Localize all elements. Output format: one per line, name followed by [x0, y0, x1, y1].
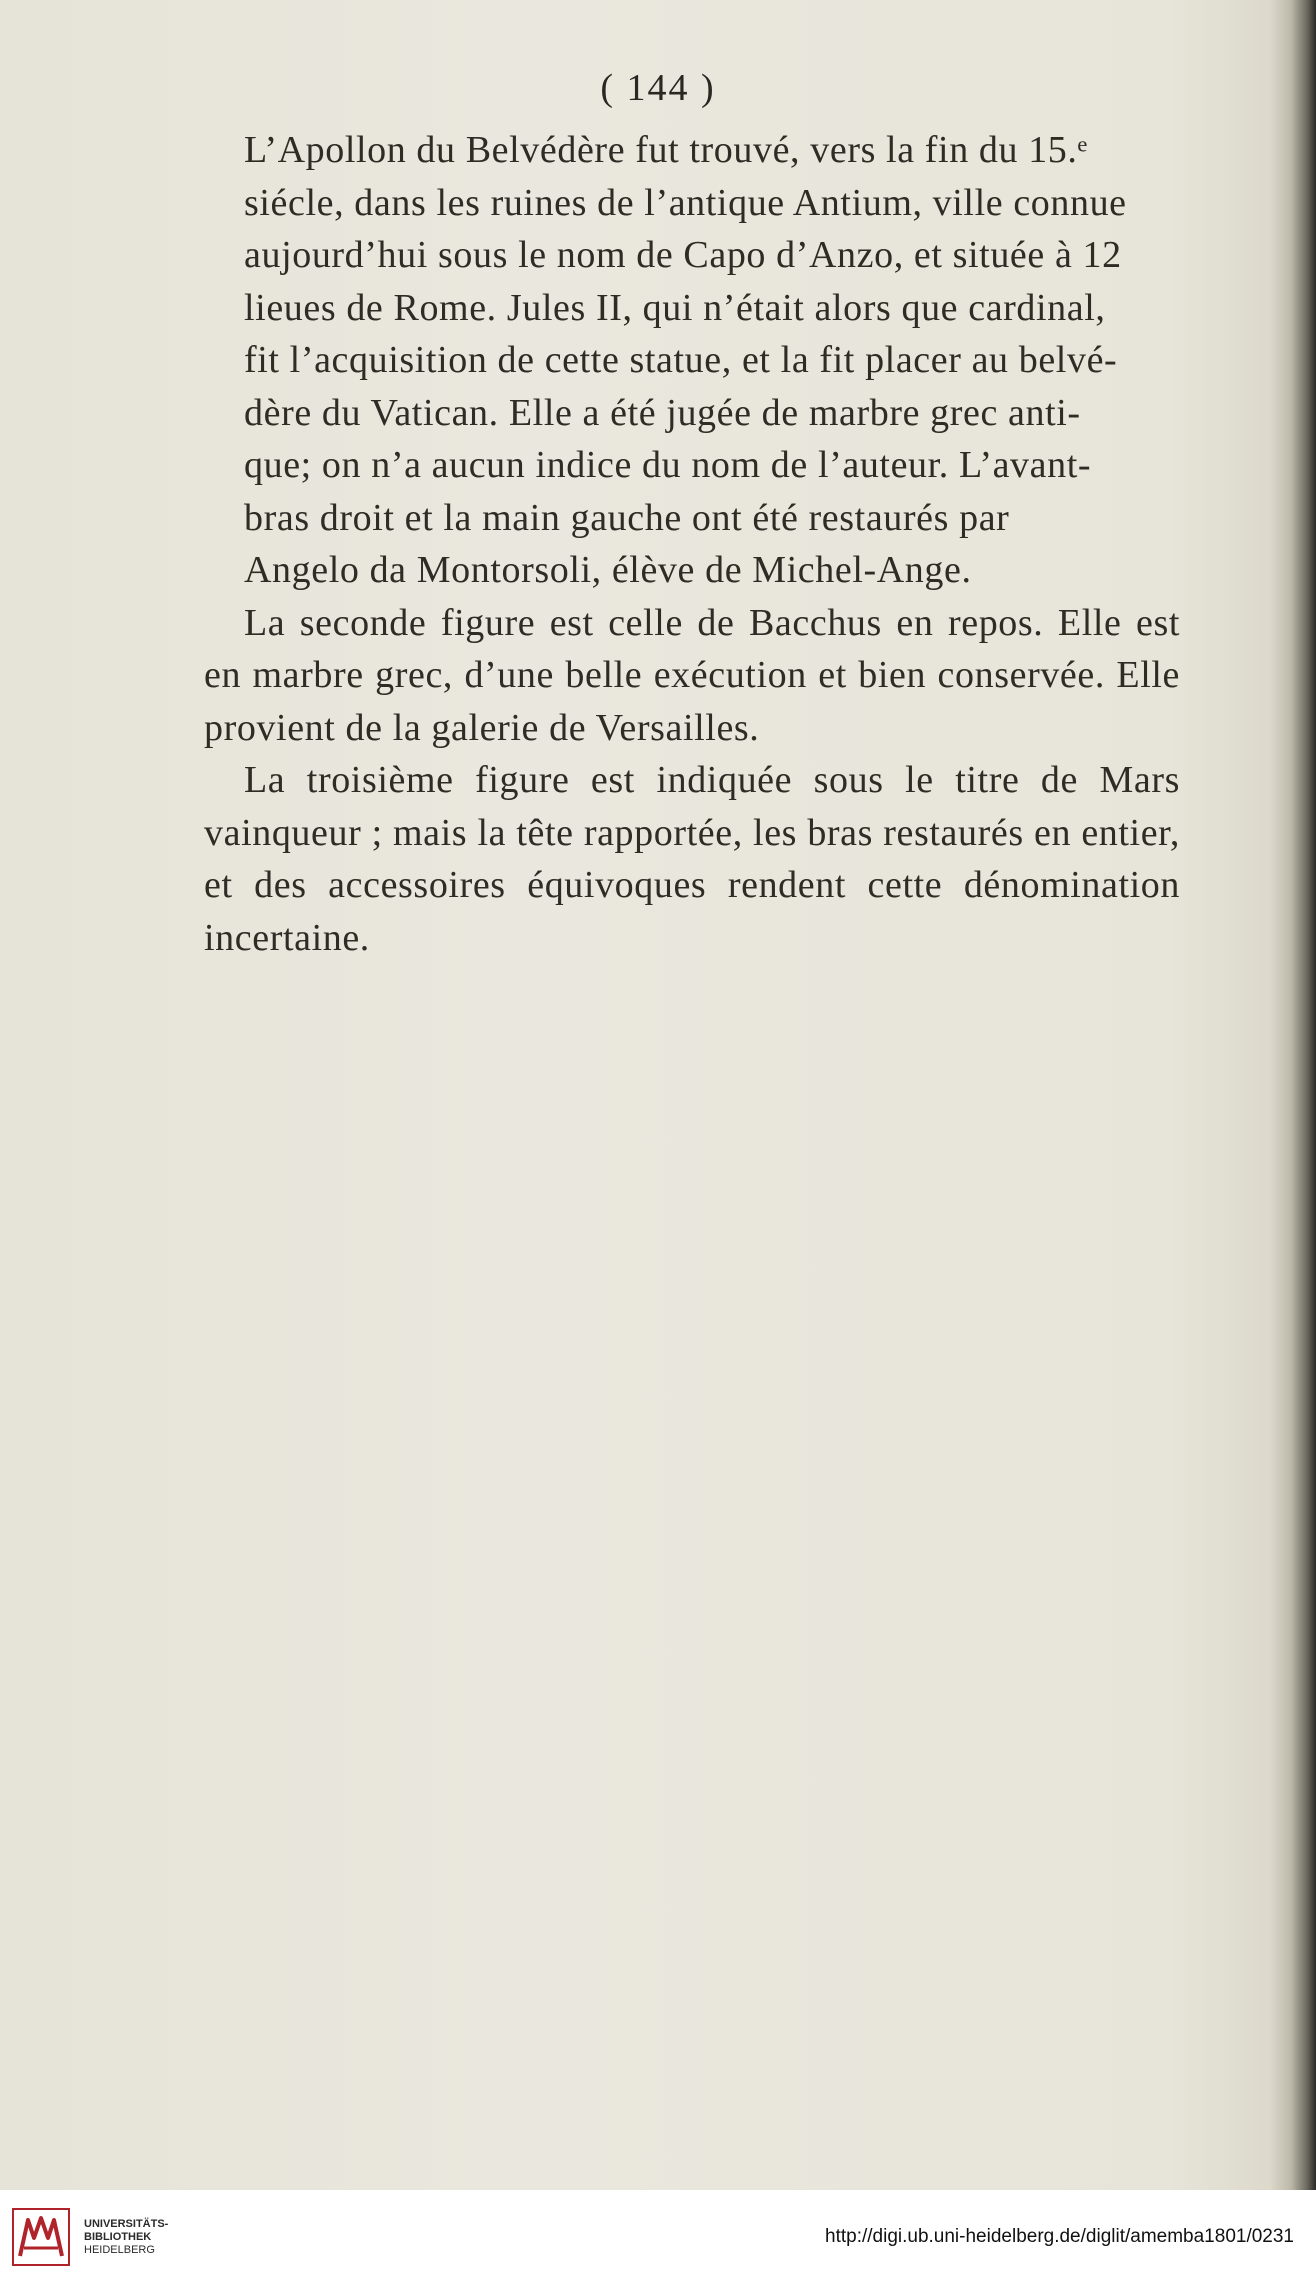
text-line: fit l’acquisition de cette statue, et la fit placer au belvé-	[244, 339, 1118, 381]
text-line: bras droit et la main gauche ont été restaurés par	[244, 496, 1010, 539]
library-line: UNIVERSITÄTS-	[84, 2217, 169, 2230]
paragraph-3: La troisième figure est indiquée sous le titre de Mars vainqueur ; mais la tête rapportée, les bras restaurés en entier, et des accessoires équivoques rendent cette dénomination incertaine.	[204, 759, 1180, 959]
permalink-url[interactable]: http://digi.ub.uni-heidelberg.de/diglit/amemba1801/0231	[825, 2226, 1294, 2247]
text-line: lieues de Rome. Jules II, qui n’était alors que cardinal,	[244, 286, 1106, 329]
body-text	[204, 124, 1180, 964]
library-line: BIBLIOTHEK	[84, 2230, 152, 2243]
heidelberg-university-library-logo-icon	[12, 2208, 70, 2266]
text-line: aujourd’hui sous le nom de Capo d’Anzo, et située à 12	[244, 234, 1122, 276]
paragraph-1	[204, 124, 1180, 597]
page-gutter-shadow	[1270, 0, 1316, 2190]
text-line: que; on n’a aucun indice du nom de l’auteur. L’avant-	[244, 444, 1092, 486]
text-line: dère du Vatican. Elle a été jugée de marbre grec anti-	[244, 391, 1081, 434]
page-number: ( 144 )	[600, 67, 716, 109]
library-logo[interactable]	[12, 2208, 168, 2266]
library-name	[84, 2218, 168, 2257]
text-line: L’Apollon du Belvédère fut trouvé, vers la fin du 15.ᵉ	[244, 129, 1088, 171]
viewer-footer	[0, 2190, 1316, 2289]
paragraph-2: La seconde figure est celle de Bacchus en repos. Elle est en marbre grec, d’une belle exécution et bien conservée. Elle provient de la galerie de Versailles.	[204, 601, 1180, 749]
text-line: Angelo da Montorsoli, élève de Michel-Ange.	[244, 549, 972, 591]
text-line: siécle, dans les ruines de l’antique Antium, ville connue	[244, 181, 1127, 224]
library-line: HEIDELBERG	[84, 2243, 155, 2256]
